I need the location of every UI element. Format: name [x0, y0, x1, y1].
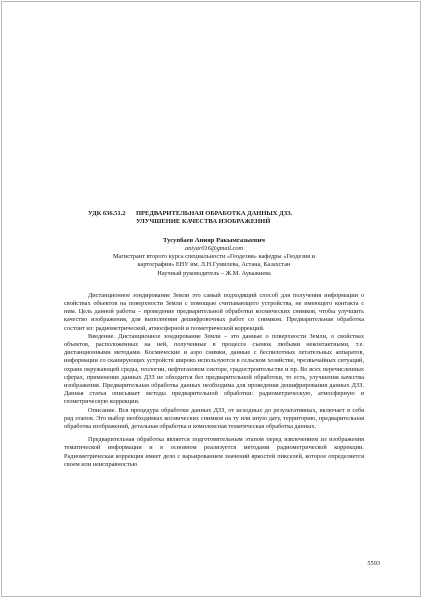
author-email[interactable]: aniyar016@gmail.com	[184, 245, 244, 253]
article-body	[64, 292, 364, 469]
title-line-2: УЛУЧШЕНИЕ КАЧЕСТВА ИЗОБРАЖЕНИЙ	[136, 218, 271, 226]
paragraph-preprocessing: Предварительная обработка является подготовительным этапом перед извлечением из изображения тематической информации и в основном реализуется методами радиометрической коррекции. Радиометрическая коррекция имеет дело с варьированием значений яркостей пикселей, которое определяется своем или неисправностью	[64, 436, 364, 468]
page-number: 5593	[367, 560, 380, 567]
author-block	[64, 237, 364, 278]
affiliation-line-2: картография» ЕНУ им. Л.Н.Гумилева, Астана, Казахстан	[137, 261, 291, 269]
title-line-1: ПРЕДВАРИТЕЛЬНАЯ ОБРАБОТКА ДАННЫХ ДЗЗ.	[136, 210, 293, 217]
author-name: Тусупбаев Анияр Ракымгазыевич	[163, 236, 265, 244]
supervisor-line: Научный руководитель – Ж.М. Аукажиева	[157, 269, 271, 277]
affiliation-line-1: Магистрант второго курса специальности «Геодезия» кафедры «Геодезия и	[112, 253, 316, 261]
paragraph-introduction: Введение. Дистанционное зондирование Земли – это данные о поверхности Земли, о свойствах объектов, расположенных на ней, полученные в процессе съемок любыми неконтактными, т.е. дистанционными методами. Космические и аэро снимки, данные с беспилотных летательных аппаратов, информации со сканирующих устройств широко используются в сельском хозяйстве, чрезвычайных ситуаций, охране окружающей среды, геологии, нефтегазовом секторе, градостроительстве и пр. Во всех перечисленных сферах, применение данных ДЗЗ не обходится без предварительной обработки, то есть, улучшения качества изображения. Предварительная обработка данных необходима для проведения дешифрирования данных ДЗЗ. Данная статья описывает методы предварительной обработки: радиометрическую, атмосферную и геометрическую коррекции.	[64, 332, 364, 406]
paragraph-abstract: Дистанционное зондирование Земли это самый подходящий способ для получения информации о свойствах объектов на поверхности Земли с помощью считывающего устройства, не имеющего контакта с ним. Цель данной работы – проведение предварительной обработки космических снимков, чтобы улучшить качество изображения, для выполнения дешифровочных работ со снимком. Предварительная обработка состоит из: радиометрической, атмосферной и геометрической коррекций.	[64, 291, 364, 332]
udk-code: УДК 636.51.2	[88, 210, 126, 217]
paragraph-description: Описание. Вся процедура обработки данных ДЗЗ, от исходных до результативных, включает в себя ряд этапов. Это выбор необходимых космических снимков на ту или иную дату, территорию, предварительная обработка изображений, детальная обработка и комплексная тематическая обработка данных.	[64, 406, 364, 431]
article-content	[64, 210, 364, 469]
document-page	[1, 1, 421, 597]
article-title	[132, 210, 364, 227]
header-row	[64, 210, 364, 227]
